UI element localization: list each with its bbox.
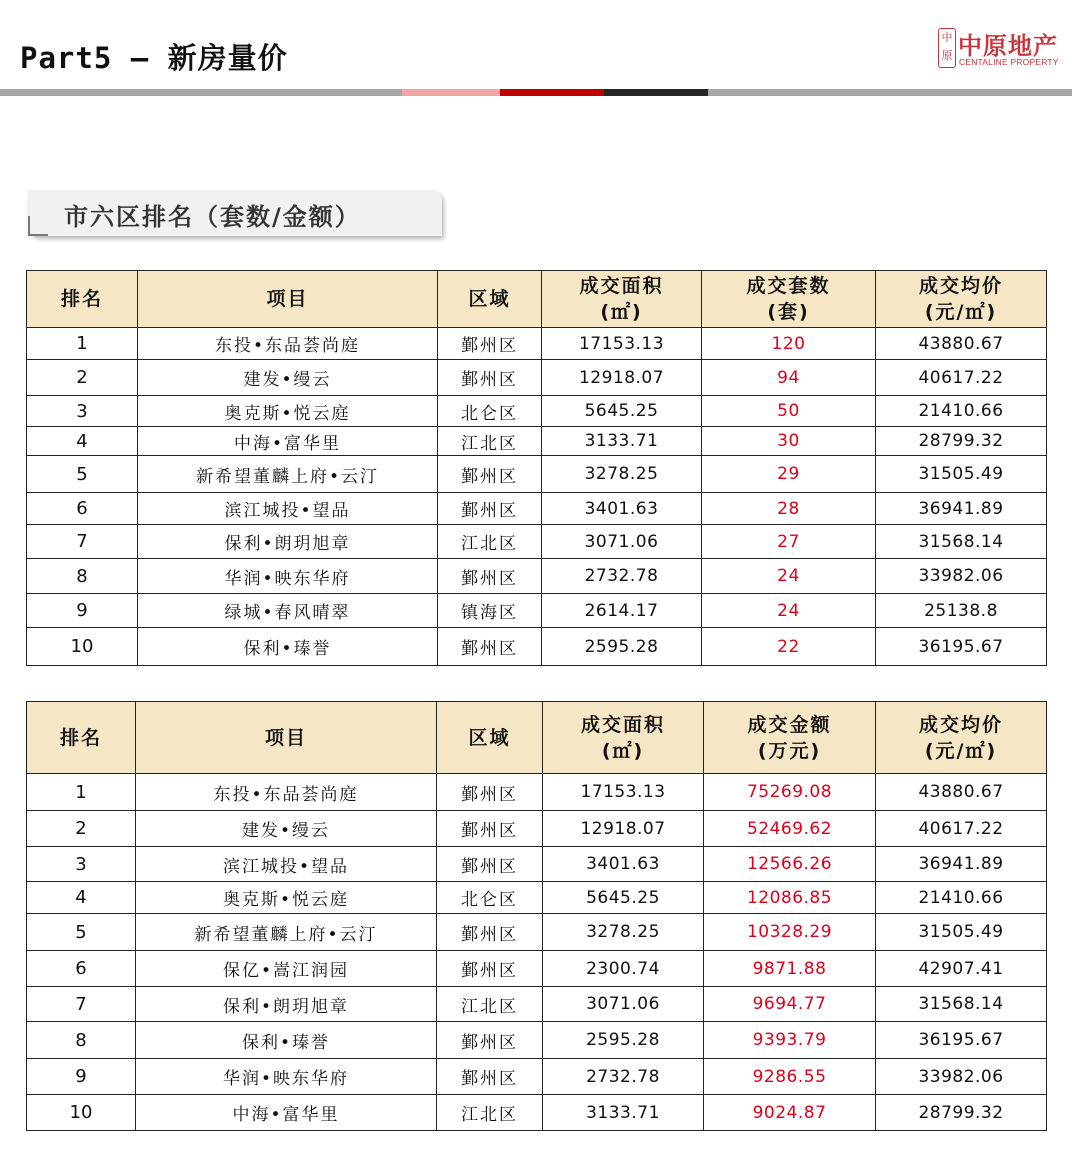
cell-district: 鄞州区 [437,774,543,811]
page-title: Part5 – 新房量价 [20,41,288,75]
divider-black [604,89,708,96]
cell-area: 5645.25 [543,882,704,914]
cell-project: 滨江城投•望品 [138,493,438,525]
centaline-logo [938,26,1058,70]
logo-seal-icon: 中 原 [938,28,956,68]
table-row [27,774,1047,811]
cell-rank: 1 [27,774,136,811]
cell-area: 12918.07 [543,811,704,847]
col-header-avg-price-title: 成交均价 [918,275,1003,297]
cell-metric: 9286.55 [704,1059,876,1095]
cell-area: 3401.63 [543,847,704,882]
cell-avg-price: 31505.49 [876,914,1047,951]
cell-project: 建发•缦云 [136,811,437,847]
section-heading [28,190,442,236]
cell-avg-price: 28799.32 [876,1095,1047,1131]
cell-rank: 2 [27,360,138,396]
col-header-avg-price-unit: (元/㎡) [924,739,998,762]
section-heading-label: 市六区排名（套数/金额） [64,203,361,231]
cell-avg-price: 28799.32 [876,427,1047,456]
col-header-district: 区域 [437,702,543,774]
cell-metric: 120 [702,328,876,360]
cell-rank: 8 [27,1022,136,1059]
table-row [27,1022,1047,1059]
col-header-avg-price-title: 成交均价 [918,713,1003,736]
cell-rank: 6 [27,493,138,525]
cell-area: 3278.25 [543,914,704,951]
cell-area: 2732.78 [542,559,702,594]
cell-district: 鄞州区 [438,628,542,666]
table-row [27,1059,1047,1095]
cell-district: 鄞州区 [437,1022,543,1059]
cell-rank: 3 [27,847,136,882]
cell-avg-price: 21410.66 [876,882,1047,914]
cell-avg-price: 36195.67 [876,1022,1047,1059]
col-header-amount-title: 成交金额 [747,713,832,736]
col-header-units-unit: (套) [767,301,810,323]
col-header-project: 项目 [136,702,437,774]
table-header-row [27,271,1047,328]
cell-project: 东投•东品荟尚庭 [138,328,438,360]
cell-metric: 29 [702,456,876,493]
col-header-amount-unit: (万元) [757,739,822,762]
cell-area: 2614.17 [542,594,702,628]
col-header-units-title: 成交套数 [746,275,831,297]
table-row [27,328,1047,360]
cell-metric: 12566.26 [704,847,876,882]
cell-area: 2732.78 [543,1059,704,1095]
cell-avg-price: 33982.06 [876,1059,1047,1095]
col-header-district: 区域 [438,271,542,328]
cell-district: 江北区 [438,525,542,559]
cell-metric: 22 [702,628,876,666]
cell-metric: 9024.87 [704,1095,876,1131]
col-header-amount [704,702,876,774]
cell-rank: 4 [27,882,136,914]
col-header-avg-price [876,271,1047,328]
col-header-rank: 排名 [27,271,138,328]
cell-rank: 8 [27,559,138,594]
col-header-area [542,271,702,328]
col-header-area-unit: (㎡) [601,739,645,762]
cell-project: 保利•瑧誉 [138,628,438,666]
cell-rank: 2 [27,811,136,847]
cell-area: 3133.71 [543,1095,704,1131]
cell-area: 3278.25 [542,456,702,493]
cell-metric: 12086.85 [704,882,876,914]
tab-corner-decoration [28,216,48,236]
cell-metric: 28 [702,493,876,525]
cell-metric: 94 [702,360,876,396]
table-row [27,987,1047,1022]
cell-rank: 5 [27,456,138,493]
cell-rank: 9 [27,594,138,628]
col-header-units [702,271,876,328]
cell-avg-price: 42907.41 [876,951,1047,987]
cell-district: 鄞州区 [437,914,543,951]
cell-district: 江北区 [437,1095,543,1131]
cell-area: 3401.63 [542,493,702,525]
cell-metric: 52469.62 [704,811,876,847]
cell-avg-price: 43880.67 [876,774,1047,811]
table-row [27,882,1047,914]
cell-avg-price: 31505.49 [876,456,1047,493]
cell-rank: 5 [27,914,136,951]
cell-area: 17153.13 [542,328,702,360]
divider-gray-right [708,89,1072,96]
cell-area: 2300.74 [543,951,704,987]
table-row [27,847,1047,882]
divider-pink [402,89,500,96]
cell-avg-price: 36941.89 [876,847,1047,882]
cell-avg-price: 36941.89 [876,493,1047,525]
table-row [27,525,1047,559]
cell-metric: 9871.88 [704,951,876,987]
cell-project: 华润•映东华府 [136,1059,437,1095]
cell-avg-price: 36195.67 [876,628,1047,666]
cell-avg-price: 40617.22 [876,811,1047,847]
cell-project: 中海•富华里 [136,1095,437,1131]
cell-avg-price: 31568.14 [876,525,1047,559]
logo-english-name: CENTALINE PROPERTY [959,57,1059,67]
col-header-avg-price [876,702,1047,774]
cell-avg-price: 43880.67 [876,328,1047,360]
cell-project: 保利•瑧誉 [136,1022,437,1059]
col-header-area-unit: (㎡) [600,301,643,323]
table-row [27,628,1047,666]
table-row [27,559,1047,594]
cell-district: 鄞州区 [437,1059,543,1095]
cell-metric: 50 [702,396,876,427]
cell-metric: 24 [702,559,876,594]
table-row [27,456,1047,493]
cell-project: 保利•朗玥旭章 [136,987,437,1022]
ranking-table-units [26,270,1047,666]
cell-metric: 30 [702,427,876,456]
cell-district: 鄞州区 [438,493,542,525]
cell-rank: 4 [27,427,138,456]
cell-area: 3071.06 [543,987,704,1022]
col-header-rank: 排名 [27,702,136,774]
cell-rank: 6 [27,951,136,987]
cell-district: 鄞州区 [438,360,542,396]
cell-project: 保亿•嵩江润园 [136,951,437,987]
cell-metric: 75269.08 [704,774,876,811]
cell-district: 北仑区 [437,882,543,914]
cell-rank: 10 [27,1095,136,1131]
table-header-row [27,702,1047,774]
cell-area: 2595.28 [543,1022,704,1059]
cell-avg-price: 21410.66 [876,396,1047,427]
cell-avg-price: 33982.06 [876,559,1047,594]
cell-area: 3133.71 [542,427,702,456]
cell-metric: 24 [702,594,876,628]
logo-chinese-name: 中原地产 [958,32,1058,60]
table-row [27,951,1047,987]
cell-district: 鄞州区 [438,456,542,493]
cell-area: 3071.06 [542,525,702,559]
cell-avg-price: 31568.14 [876,987,1047,1022]
table-row [27,427,1047,456]
cell-area: 17153.13 [543,774,704,811]
cell-project: 新希望董麟上府•云汀 [138,456,438,493]
cell-project: 东投•东品荟尚庭 [136,774,437,811]
cell-district: 鄞州区 [437,811,543,847]
col-header-avg-price-unit: (元/㎡) [924,301,998,323]
cell-project: 绿城•春风晴翠 [138,594,438,628]
cell-district: 江北区 [437,987,543,1022]
table-row [27,594,1047,628]
table-row [27,1095,1047,1131]
cell-project: 滨江城投•望品 [136,847,437,882]
cell-metric: 9393.79 [704,1022,876,1059]
divider-red [500,89,604,96]
cell-project: 新希望董麟上府•云汀 [136,914,437,951]
cell-rank: 1 [27,328,138,360]
cell-district: 鄞州区 [438,328,542,360]
cell-area: 12918.07 [542,360,702,396]
col-header-area-title: 成交面积 [579,275,664,297]
cell-area: 2595.28 [542,628,702,666]
table-row [27,396,1047,427]
col-header-project: 项目 [138,271,438,328]
cell-rank: 9 [27,1059,136,1095]
cell-area: 5645.25 [542,396,702,427]
cell-avg-price: 40617.22 [876,360,1047,396]
cell-rank: 10 [27,628,138,666]
cell-metric: 10328.29 [704,914,876,951]
ranking-table-amount [26,701,1047,1131]
table-row [27,493,1047,525]
cell-rank: 7 [27,987,136,1022]
cell-metric: 27 [702,525,876,559]
col-header-area [543,702,704,774]
cell-rank: 3 [27,396,138,427]
cell-metric: 9694.77 [704,987,876,1022]
cell-district: 鄞州区 [438,559,542,594]
table-row [27,360,1047,396]
cell-rank: 7 [27,525,138,559]
cell-district: 江北区 [438,427,542,456]
divider-gray-left [0,89,402,96]
cell-district: 鄞州区 [437,847,543,882]
cell-project: 奥克斯•悦云庭 [136,882,437,914]
cell-project: 奥克斯•悦云庭 [138,396,438,427]
cell-district: 镇海区 [438,594,542,628]
cell-project: 保利•朗玥旭章 [138,525,438,559]
cell-avg-price: 25138.8 [876,594,1047,628]
col-header-area-title: 成交面积 [580,713,665,736]
table-row [27,811,1047,847]
cell-project: 建发•缦云 [138,360,438,396]
cell-district: 鄞州区 [437,951,543,987]
cell-project: 华润•映东华府 [138,559,438,594]
table-row [27,914,1047,951]
cell-project: 中海•富华里 [138,427,438,456]
cell-district: 北仑区 [438,396,542,427]
